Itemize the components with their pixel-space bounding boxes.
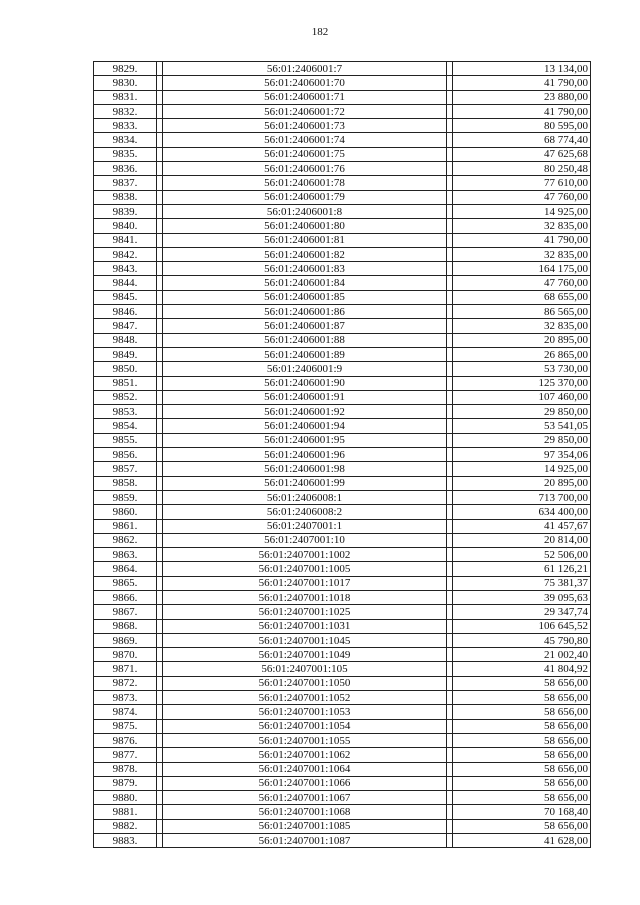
cadastral-number-cell: 56:01:2407001:1031 — [163, 619, 447, 633]
row-number-cell: 9881. — [94, 805, 157, 819]
table-row — [94, 519, 591, 533]
cadastral-value-cell: 68 774,40 — [453, 133, 591, 147]
row-number-cell: 9864. — [94, 562, 157, 576]
table-row — [94, 190, 591, 204]
cadastral-number-cell: 56:01:2407001:1002 — [163, 548, 447, 562]
cadastral-number-cell: 56:01:2407001:1045 — [163, 633, 447, 647]
cadastral-value-cell: 29 850,00 — [453, 405, 591, 419]
cadastral-value-cell: 32 835,00 — [453, 319, 591, 333]
table-row — [94, 648, 591, 662]
cadastral-number-cell: 56:01:2407001:1025 — [163, 605, 447, 619]
cadastral-number-cell: 56:01:2406001:7 — [163, 62, 447, 76]
table-row — [94, 705, 591, 719]
cadastral-value-cell: 58 656,00 — [453, 705, 591, 719]
row-number-cell: 9831. — [94, 90, 157, 104]
row-number-cell: 9837. — [94, 176, 157, 190]
cadastral-value-cell: 32 835,00 — [453, 247, 591, 261]
cadastral-value-cell: 58 656,00 — [453, 719, 591, 733]
cadastral-value-cell: 106 645,52 — [453, 619, 591, 633]
cadastral-number-cell: 56:01:2407001:1049 — [163, 648, 447, 662]
table-row — [94, 719, 591, 733]
row-number-cell: 9855. — [94, 433, 157, 447]
row-number-cell: 9857. — [94, 462, 157, 476]
row-number-cell: 9870. — [94, 648, 157, 662]
row-number-cell: 9858. — [94, 476, 157, 490]
row-number-cell: 9862. — [94, 533, 157, 547]
table-row — [94, 548, 591, 562]
row-number-cell: 9844. — [94, 276, 157, 290]
table-row — [94, 333, 591, 347]
table-row — [94, 119, 591, 133]
cadastral-value-cell: 29 850,00 — [453, 433, 591, 447]
cadastral-value-cell: 41 790,00 — [453, 104, 591, 118]
table-row — [94, 76, 591, 90]
row-number-cell: 9842. — [94, 247, 157, 261]
table-row — [94, 476, 591, 490]
cadastral-value-cell: 53 730,00 — [453, 362, 591, 376]
cadastral-number-cell: 56:01:2407001:1067 — [163, 791, 447, 805]
cadastral-number-cell: 56:01:2406001:80 — [163, 219, 447, 233]
cadastral-number-cell: 56:01:2407001:1064 — [163, 762, 447, 776]
table-row — [94, 347, 591, 361]
table-row — [94, 662, 591, 676]
cadastral-number-cell: 56:01:2406001:70 — [163, 76, 447, 90]
cadastral-value-cell: 41 457,67 — [453, 519, 591, 533]
table-row — [94, 462, 591, 476]
row-number-cell: 9838. — [94, 190, 157, 204]
cadastral-value-cell: 32 835,00 — [453, 219, 591, 233]
cadastral-number-cell: 56:01:2406008:2 — [163, 505, 447, 519]
row-number-cell: 9854. — [94, 419, 157, 433]
table-row — [94, 305, 591, 319]
table-row — [94, 276, 591, 290]
row-number-cell: 9873. — [94, 691, 157, 705]
cadastral-value-cell: 47 760,00 — [453, 190, 591, 204]
table-row — [94, 762, 591, 776]
row-number-cell: 9874. — [94, 705, 157, 719]
cadastral-number-cell: 56:01:2406001:84 — [163, 276, 447, 290]
cadastral-value-cell: 70 168,40 — [453, 805, 591, 819]
table-row — [94, 691, 591, 705]
cadastral-value-cell: 45 790,80 — [453, 633, 591, 647]
table-row — [94, 262, 591, 276]
cadastral-number-cell: 56:01:2406001:89 — [163, 347, 447, 361]
row-number-cell: 9868. — [94, 619, 157, 633]
cadastral-value-cell: 125 370,00 — [453, 376, 591, 390]
cadastral-number-cell: 56:01:2406001:71 — [163, 90, 447, 104]
table-row — [94, 633, 591, 647]
cadastral-number-cell: 56:01:2407001:1 — [163, 519, 447, 533]
table-row — [94, 505, 591, 519]
row-number-cell: 9853. — [94, 405, 157, 419]
table-row — [94, 733, 591, 747]
row-number-cell: 9832. — [94, 104, 157, 118]
row-number-cell: 9830. — [94, 76, 157, 90]
row-number-cell: 9847. — [94, 319, 157, 333]
cadastral-value-cell: 41 790,00 — [453, 76, 591, 90]
cadastral-value-cell: 634 400,00 — [453, 505, 591, 519]
cadastral-value-cell: 47 760,00 — [453, 276, 591, 290]
table-row — [94, 490, 591, 504]
table-row — [94, 433, 591, 447]
cadastral-value-cell: 58 656,00 — [453, 733, 591, 747]
cadastral-value-cell: 68 655,00 — [453, 290, 591, 304]
cadastral-value-cell: 21 002,40 — [453, 648, 591, 662]
cadastral-number-cell: 56:01:2406001:96 — [163, 448, 447, 462]
cadastral-value-cell: 58 656,00 — [453, 762, 591, 776]
cadastral-number-cell: 56:01:2406001:74 — [163, 133, 447, 147]
cadastral-value-cell: 80 595,00 — [453, 119, 591, 133]
row-number-cell: 9867. — [94, 605, 157, 619]
cadastral-value-cell: 14 925,00 — [453, 462, 591, 476]
table-row — [94, 376, 591, 390]
row-number-cell: 9839. — [94, 204, 157, 218]
cadastral-value-cell: 97 354,06 — [453, 448, 591, 462]
cadastral-value-cell: 58 656,00 — [453, 691, 591, 705]
cadastral-number-cell: 56:01:2406001:95 — [163, 433, 447, 447]
table-row — [94, 219, 591, 233]
cadastral-number-cell: 56:01:2407001:1055 — [163, 733, 447, 747]
table-row — [94, 162, 591, 176]
cadastral-value-cell: 52 506,00 — [453, 548, 591, 562]
row-number-cell: 9871. — [94, 662, 157, 676]
cadastral-number-cell: 56:01:2406001:82 — [163, 247, 447, 261]
cadastral-number-cell: 56:01:2406001:73 — [163, 119, 447, 133]
row-number-cell: 9875. — [94, 719, 157, 733]
table-row — [94, 133, 591, 147]
cadastral-value-cell: 58 656,00 — [453, 748, 591, 762]
cadastral-number-cell: 56:01:2406001:90 — [163, 376, 447, 390]
cadastral-number-cell: 56:01:2406001:8 — [163, 204, 447, 218]
cadastral-value-cell: 20 895,00 — [453, 476, 591, 490]
cadastral-number-cell: 56:01:2407001:1087 — [163, 834, 447, 848]
cadastral-number-cell: 56:01:2406001:91 — [163, 390, 447, 404]
table-row — [94, 748, 591, 762]
cadastral-number-cell: 56:01:2406001:76 — [163, 162, 447, 176]
cadastral-value-cell: 58 656,00 — [453, 791, 591, 805]
table-row — [94, 233, 591, 247]
table-row — [94, 247, 591, 261]
table-row — [94, 362, 591, 376]
row-number-cell: 9866. — [94, 590, 157, 604]
table-row — [94, 290, 591, 304]
table-row — [94, 819, 591, 833]
cadastral-number-cell: 56:01:2407001:1017 — [163, 576, 447, 590]
cadastral-number-cell: 56:01:2406001:88 — [163, 333, 447, 347]
table-row — [94, 147, 591, 161]
cadastral-number-cell: 56:01:2407001:1085 — [163, 819, 447, 833]
cadastral-value-cell: 20 895,00 — [453, 333, 591, 347]
cadastral-number-cell: 56:01:2406001:94 — [163, 419, 447, 433]
row-number-cell: 9845. — [94, 290, 157, 304]
cadastral-number-cell: 56:01:2406001:75 — [163, 147, 447, 161]
cadastral-number-cell: 56:01:2406001:85 — [163, 290, 447, 304]
cadastral-number-cell: 56:01:2407001:1054 — [163, 719, 447, 733]
cadastral-value-cell: 41 790,00 — [453, 233, 591, 247]
cadastral-value-cell: 29 347,74 — [453, 605, 591, 619]
cadastral-number-cell: 56:01:2407001:105 — [163, 662, 447, 676]
cadastral-number-cell: 56:01:2407001:10 — [163, 533, 447, 547]
row-number-cell: 9883. — [94, 834, 157, 848]
table-row — [94, 62, 591, 76]
row-number-cell: 9859. — [94, 490, 157, 504]
row-number-cell: 9865. — [94, 576, 157, 590]
cadastral-number-cell: 56:01:2406001:79 — [163, 190, 447, 204]
cadastral-number-cell: 56:01:2407001:1053 — [163, 705, 447, 719]
row-number-cell: 9872. — [94, 676, 157, 690]
row-number-cell: 9878. — [94, 762, 157, 776]
cadastral-value-cell: 41 628,00 — [453, 834, 591, 848]
cadastral-number-cell: 56:01:2406001:98 — [163, 462, 447, 476]
row-number-cell: 9846. — [94, 305, 157, 319]
cadastral-number-cell: 56:01:2406001:92 — [163, 405, 447, 419]
table-row — [94, 104, 591, 118]
table-row — [94, 619, 591, 633]
cadastral-number-cell: 56:01:2406001:78 — [163, 176, 447, 190]
cadastral-value-cell: 80 250,48 — [453, 162, 591, 176]
cadastral-number-cell: 56:01:2407001:1062 — [163, 748, 447, 762]
table-row — [94, 605, 591, 619]
row-number-cell: 9841. — [94, 233, 157, 247]
cadastral-value-cell: 58 656,00 — [453, 819, 591, 833]
cadastral-value-cell: 58 656,00 — [453, 676, 591, 690]
table-row — [94, 390, 591, 404]
row-number-cell: 9840. — [94, 219, 157, 233]
cadastral-number-cell: 56:01:2406001:72 — [163, 104, 447, 118]
cadastral-value-cell: 20 814,00 — [453, 533, 591, 547]
cadastral-value-cell: 39 095,63 — [453, 590, 591, 604]
table-body — [94, 62, 591, 848]
cadastral-value-cell: 26 865,00 — [453, 347, 591, 361]
table-row — [94, 590, 591, 604]
cadastral-number-cell: 56:01:2407001:1066 — [163, 776, 447, 790]
cadastral-number-cell: 56:01:2407001:1068 — [163, 805, 447, 819]
table-row — [94, 176, 591, 190]
cadastral-number-cell: 56:01:2406001:86 — [163, 305, 447, 319]
row-number-cell: 9863. — [94, 548, 157, 562]
row-number-cell: 9833. — [94, 119, 157, 133]
table-row — [94, 776, 591, 790]
row-number-cell: 9829. — [94, 62, 157, 76]
row-number-cell: 9880. — [94, 791, 157, 805]
row-number-cell: 9860. — [94, 505, 157, 519]
cadastral-value-cell: 53 541,05 — [453, 419, 591, 433]
row-number-cell: 9869. — [94, 633, 157, 647]
cadastral-value-cell: 61 126,21 — [453, 562, 591, 576]
row-number-cell: 9851. — [94, 376, 157, 390]
cadastral-value-cell: 58 656,00 — [453, 776, 591, 790]
cadastral-value-cell: 41 804,92 — [453, 662, 591, 676]
cadastral-number-cell: 56:01:2406001:81 — [163, 233, 447, 247]
row-number-cell: 9834. — [94, 133, 157, 147]
row-number-cell: 9850. — [94, 362, 157, 376]
table-row — [94, 90, 591, 104]
row-number-cell: 9876. — [94, 733, 157, 747]
cadastral-value-cell: 107 460,00 — [453, 390, 591, 404]
row-number-cell: 9849. — [94, 347, 157, 361]
cadastral-value-cell: 77 610,00 — [453, 176, 591, 190]
row-number-cell: 9843. — [94, 262, 157, 276]
row-number-cell: 9852. — [94, 390, 157, 404]
cadastral-number-cell: 56:01:2406001:9 — [163, 362, 447, 376]
cadastral-value-cell: 86 565,00 — [453, 305, 591, 319]
table-row — [94, 319, 591, 333]
cadastral-number-cell: 56:01:2406001:83 — [163, 262, 447, 276]
row-number-cell: 9856. — [94, 448, 157, 462]
table-row — [94, 204, 591, 218]
row-number-cell: 9848. — [94, 333, 157, 347]
table-row — [94, 419, 591, 433]
cadastral-value-cell: 14 925,00 — [453, 204, 591, 218]
cadastral-value-table — [93, 61, 591, 848]
cadastral-number-cell: 56:01:2407001:1052 — [163, 691, 447, 705]
cadastral-number-cell: 56:01:2406001:99 — [163, 476, 447, 490]
cadastral-number-cell: 56:01:2407001:1018 — [163, 590, 447, 604]
cadastral-value-cell: 47 625,68 — [453, 147, 591, 161]
cadastral-number-cell: 56:01:2407001:1050 — [163, 676, 447, 690]
row-number-cell: 9879. — [94, 776, 157, 790]
table-row — [94, 576, 591, 590]
cadastral-number-cell: 56:01:2406001:87 — [163, 319, 447, 333]
page-number: 182 — [311, 26, 329, 38]
table-row — [94, 805, 591, 819]
table-row — [94, 562, 591, 576]
cadastral-number-cell: 56:01:2406008:1 — [163, 490, 447, 504]
row-number-cell: 9835. — [94, 147, 157, 161]
cadastral-number-cell: 56:01:2407001:1005 — [163, 562, 447, 576]
cadastral-value-cell: 13 134,00 — [453, 62, 591, 76]
cadastral-value-cell: 23 880,00 — [453, 90, 591, 104]
table-row — [94, 676, 591, 690]
table-row — [94, 448, 591, 462]
cadastral-value-cell: 713 700,00 — [453, 490, 591, 504]
table-row — [94, 834, 591, 848]
row-number-cell: 9877. — [94, 748, 157, 762]
table-row — [94, 405, 591, 419]
cadastral-value-cell: 75 381,37 — [453, 576, 591, 590]
cadastral-value-cell: 164 175,00 — [453, 262, 591, 276]
table-row — [94, 791, 591, 805]
table-row — [94, 533, 591, 547]
row-number-cell: 9836. — [94, 162, 157, 176]
row-number-cell: 9861. — [94, 519, 157, 533]
row-number-cell: 9882. — [94, 819, 157, 833]
